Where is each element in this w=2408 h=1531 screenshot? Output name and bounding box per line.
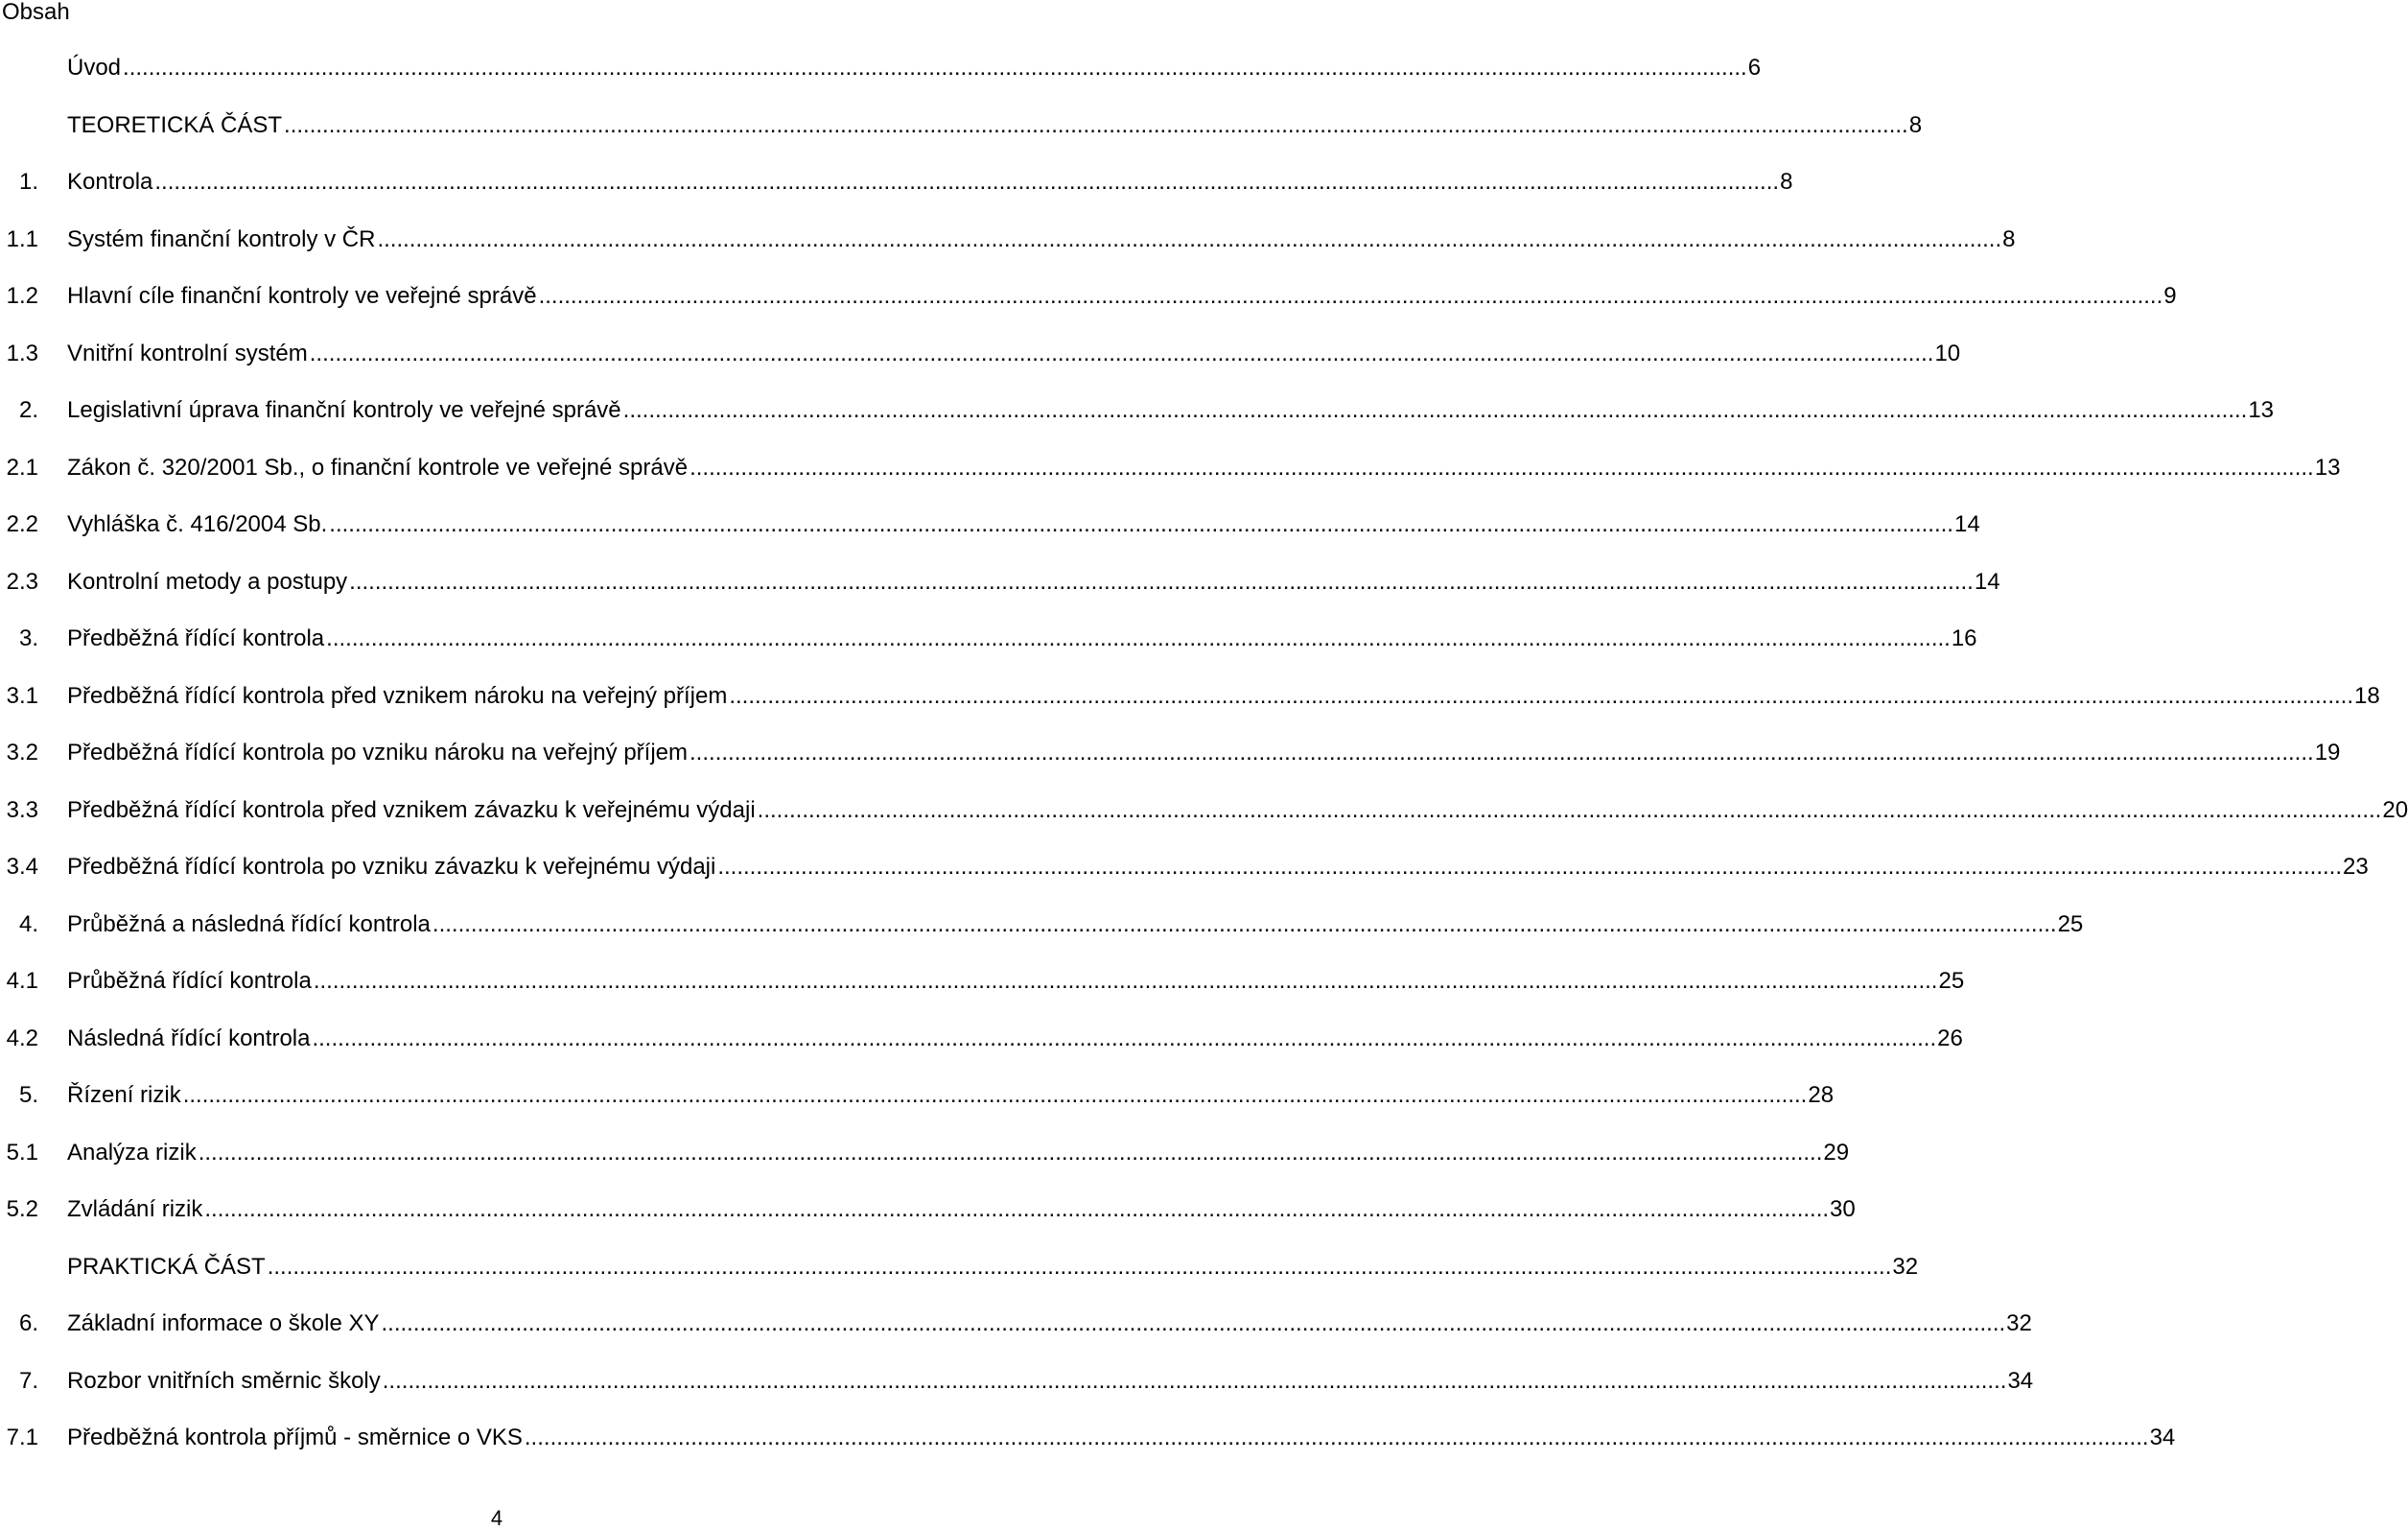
- toc-heading: Obsah: [2, 0, 70, 25]
- toc-entry-line: [67, 1022, 1963, 1056]
- toc-entry-number: 6.: [18, 1310, 38, 1336]
- toc-entry-line: [67, 1421, 2176, 1455]
- toc-entry-number: 7.: [18, 1367, 38, 1394]
- toc-entry-line: [67, 279, 2177, 314]
- toc-entry-line: [67, 1078, 1835, 1113]
- toc-entry-line: [67, 907, 2084, 942]
- toc-entry-page: 10: [1934, 340, 1961, 366]
- toc-entry-number: 2.: [18, 397, 38, 423]
- toc-dot-leader: ..............................................................................................................................................................................................................................................................: [690, 454, 2314, 481]
- toc-entry-page: 16: [1951, 625, 1977, 651]
- toc-dot-leader: ..............................................................................................................................................................................................................................................................: [622, 397, 2248, 423]
- toc-entry-title[interactable]: Úvod: [67, 55, 122, 81]
- toc-entry-title[interactable]: Zvládání rizik: [67, 1196, 203, 1222]
- toc-dot-leader: ..............................................................................................................................................................................................................................................................: [309, 340, 1934, 366]
- toc-dot-leader: ..............................................................................................................................................................................................................................................................: [326, 625, 1951, 651]
- toc-dot-leader: ..............................................................................................................................................................................................................................................................: [198, 1139, 1823, 1166]
- toc-entry-title[interactable]: Vnitřní kontrolní systém: [67, 340, 308, 366]
- toc-entry-page: 18: [2354, 682, 2380, 709]
- toc-entry-page: 25: [1938, 968, 1965, 994]
- toc-entry-title[interactable]: Předběžná řídící kontrola před vznikem závazku k veřejnému výdaji: [67, 796, 756, 823]
- toc-entry-page: 13: [2248, 397, 2275, 423]
- toc-entry-title[interactable]: Průběžná a následná řídící kontrola: [67, 910, 431, 937]
- toc-entry-number: 5.2: [6, 1196, 38, 1222]
- toc-entry-number: 5.: [18, 1082, 38, 1108]
- toc-dot-leader: ..............................................................................................................................................................................................................................................................: [123, 55, 1747, 81]
- toc-entry[interactable]: [0, 907, 2084, 965]
- toc-dot-leader: ..............................................................................................................................................................................................................................................................: [432, 910, 2057, 937]
- toc-entry-line: [67, 51, 1762, 85]
- toc-entry-number: 3.4: [6, 854, 38, 880]
- toc-entry-page: 13: [2314, 454, 2341, 481]
- toc-entry-number: 2.3: [6, 568, 38, 595]
- toc-entry[interactable]: [0, 165, 1793, 223]
- toc-entry-title[interactable]: Systém finanční kontroly v ČR: [67, 225, 376, 252]
- toc-dot-leader: ..............................................................................................................................................................................................................................................................: [267, 1253, 1892, 1280]
- toc-entry[interactable]: [0, 1136, 1850, 1193]
- toc-entry-page: 26: [1937, 1025, 1963, 1051]
- toc-entry-line: [67, 451, 2341, 485]
- toc-entry-title[interactable]: Základní informace o škole XY: [67, 1310, 380, 1336]
- toc-dot-leader: ..............................................................................................................................................................................................................................................................: [729, 682, 2354, 709]
- toc-entry[interactable]: [0, 622, 1977, 679]
- toc-dot-leader: ..............................................................................................................................................................................................................................................................: [382, 1367, 2007, 1394]
- toc-dot-leader: ..............................................................................................................................................................................................................................................................: [182, 1082, 1808, 1108]
- toc-entry-number: 1.2: [6, 283, 38, 309]
- toc-entry[interactable]: [0, 679, 2380, 737]
- toc-dot-leader: ..............................................................................................................................................................................................................................................................: [284, 111, 1908, 138]
- toc-entry-line: [67, 1250, 1919, 1284]
- toc-entry-line: [67, 565, 2000, 600]
- toc-entry-page: 9: [2163, 283, 2177, 309]
- toc-entry[interactable]: [0, 1421, 2176, 1478]
- toc-entry-title[interactable]: Legislativní úprava finanční kontroly ve veřejné správě: [67, 397, 621, 423]
- toc-entry[interactable]: [0, 1022, 1963, 1079]
- toc-entry-number: 1.1: [6, 225, 38, 252]
- toc-entry-line: [67, 507, 1980, 542]
- toc-entry-page: 32: [2006, 1310, 2032, 1336]
- toc-dot-leader: ..............................................................................................................................................................................................................................................................: [524, 1425, 2149, 1450]
- toc-entry-line: [67, 1192, 1856, 1227]
- toc-entry-page: 20: [2382, 796, 2408, 823]
- toc-entry[interactable]: [0, 1307, 2032, 1364]
- toc-entry-number: 4.: [18, 910, 38, 937]
- toc-entry-line: [67, 1307, 2032, 1341]
- toc-entry-page: 34: [2149, 1425, 2176, 1450]
- toc-entry-title[interactable]: Řízení rizik: [67, 1082, 181, 1108]
- toc-entry-title[interactable]: Kontrolní metody a postupy: [67, 568, 348, 595]
- toc-dot-leader: ..............................................................................................................................................................................................................................................................: [757, 796, 2382, 823]
- toc-entry-page: 14: [1953, 511, 1980, 537]
- toc-entry-line: [67, 736, 2341, 770]
- toc-entry-page: 23: [2343, 854, 2369, 880]
- toc-entry[interactable]: [0, 1192, 1856, 1250]
- toc-entry-number: 3.3: [6, 796, 38, 823]
- toc-entry-line: [67, 393, 2275, 428]
- toc-entry-title[interactable]: Zákon č. 320/2001 Sb., o finanční kontrole ve veřejné správě: [67, 454, 689, 481]
- toc-dot-leader: ..............................................................................................................................................................................................................................................................: [154, 169, 1780, 195]
- toc-dot-leader: ..............................................................................................................................................................................................................................................................: [349, 568, 1974, 595]
- toc-dot-leader: ..............................................................................................................................................................................................................................................................: [313, 968, 1938, 994]
- toc-entry-line: [67, 679, 2380, 714]
- toc-entry-line: [67, 964, 1965, 999]
- toc-entry-page: 28: [1808, 1082, 1835, 1108]
- toc-dot-leader: ..............................................................................................................................................................................................................................................................: [312, 1025, 1937, 1051]
- toc-entry[interactable]: [0, 1364, 2034, 1422]
- toc-entry-number: 2.2: [6, 511, 38, 537]
- toc-entry-title[interactable]: Vyhláška č. 416/2004 Sb.: [67, 511, 328, 537]
- toc-dot-leader: ..............................................................................................................................................................................................................................................................: [204, 1196, 1830, 1222]
- toc-entry-page: 25: [2057, 910, 2084, 937]
- toc-entry-line: [67, 223, 2016, 257]
- toc-entry-number: 7.1: [6, 1425, 38, 1450]
- toc-entry[interactable]: [0, 451, 2341, 508]
- toc-entry-number: 1.3: [6, 340, 38, 366]
- toc-dot-leader: ..............................................................................................................................................................................................................................................................: [538, 283, 2163, 309]
- toc-entry-number: 3.1: [6, 682, 38, 709]
- toc-entry-title[interactable]: Kontrola: [67, 169, 153, 195]
- toc-entry-line: [67, 1136, 1850, 1170]
- toc-entry-page: 19: [2314, 740, 2341, 766]
- toc-entry-line: [67, 850, 2369, 884]
- toc-entry-page: 32: [1892, 1253, 1919, 1280]
- toc-entry-page: 14: [1974, 568, 2000, 595]
- toc-entry[interactable]: [0, 279, 2177, 337]
- toc-entry-number: 3.2: [6, 740, 38, 766]
- toc-dot-leader: ..............................................................................................................................................................................................................................................................: [717, 854, 2343, 880]
- toc-entry-title[interactable]: Hlavní cíle finanční kontroly ve veřejné správě: [67, 283, 537, 309]
- toc-entry[interactable]: [0, 964, 1965, 1022]
- toc-entry-title[interactable]: Průběžná řídící kontrola: [67, 968, 312, 994]
- toc-entry-page: 8: [1908, 111, 1923, 138]
- toc-entry[interactable]: [0, 1250, 1919, 1307]
- toc-entry-line: [67, 165, 1793, 200]
- toc-entry-title[interactable]: Rozbor vnitřních směrnic školy: [67, 1367, 381, 1394]
- toc-entry-page: 6: [1747, 55, 1762, 81]
- toc-entry-title[interactable]: Předběžná řídící kontrola po vzniku závazku k veřejnému výdaji: [67, 854, 716, 880]
- toc-entry-number: 3.: [18, 625, 38, 651]
- toc-entry-title[interactable]: PRAKTICKÁ ČÁST: [67, 1253, 266, 1280]
- toc-entry-line: [67, 337, 1961, 371]
- toc-entry[interactable]: [0, 736, 2341, 793]
- toc-entry[interactable]: [0, 337, 1961, 394]
- toc-entry-line: [67, 108, 1923, 143]
- toc-entry-title[interactable]: Předběžná kontrola příjmů - směrnice o VKS: [67, 1425, 523, 1450]
- toc-entry-page: 8: [2002, 225, 2016, 252]
- toc-dot-leader: ..............................................................................................................................................................................................................................................................: [377, 225, 2002, 252]
- toc-entry-number: 4.1: [6, 968, 38, 994]
- toc-entry-line: [67, 1364, 2034, 1399]
- page-number: 4: [490, 1506, 503, 1530]
- toc-entry[interactable]: [0, 393, 2275, 451]
- table-of-contents: [0, 51, 2408, 1478]
- toc-entry[interactable]: [0, 223, 2016, 280]
- toc-entry[interactable]: [0, 507, 1980, 565]
- toc-entry[interactable]: [0, 108, 1923, 166]
- toc-entry-title[interactable]: Předběžná řídící kontrola: [67, 625, 325, 651]
- toc-entry-title[interactable]: Následná řídící kontrola: [67, 1025, 311, 1051]
- toc-entry-title[interactable]: TEORETICKÁ ČÁST: [67, 111, 283, 138]
- toc-entry[interactable]: [0, 1078, 1835, 1136]
- toc-entry-title[interactable]: Předběžná řídící kontrola po vzniku nároku na veřejný příjem: [67, 740, 689, 766]
- toc-entry[interactable]: [0, 565, 2000, 623]
- toc-dot-leader: ..............................................................................................................................................................................................................................................................: [690, 740, 2314, 766]
- toc-entry-line: [67, 793, 2408, 828]
- toc-entry[interactable]: [0, 793, 2408, 851]
- toc-entry-title[interactable]: Předběžná řídící kontrola před vznikem nároku na veřejný příjem: [67, 682, 728, 709]
- toc-entry-number: 2.1: [6, 454, 38, 481]
- toc-entry-page: 29: [1823, 1139, 1850, 1166]
- toc-entry-number: 1.: [18, 169, 38, 195]
- toc-entry-line: [67, 622, 1977, 656]
- toc-entry-number: 4.2: [6, 1025, 38, 1051]
- toc-entry-page: 30: [1830, 1196, 1856, 1222]
- toc-entry[interactable]: [0, 51, 1762, 108]
- toc-dot-leader: ..............................................................................................................................................................................................................................................................: [381, 1310, 2006, 1336]
- toc-entry-number: 5.1: [6, 1139, 38, 1166]
- toc-entry-title[interactable]: Analýza rizik: [67, 1139, 197, 1166]
- toc-entry-page: 34: [2007, 1367, 2034, 1394]
- toc-entry-page: 8: [1780, 169, 1793, 195]
- toc-dot-leader: ..............................................................................................................................................................................................................................................................: [329, 511, 1953, 537]
- toc-entry[interactable]: [0, 850, 2369, 907]
